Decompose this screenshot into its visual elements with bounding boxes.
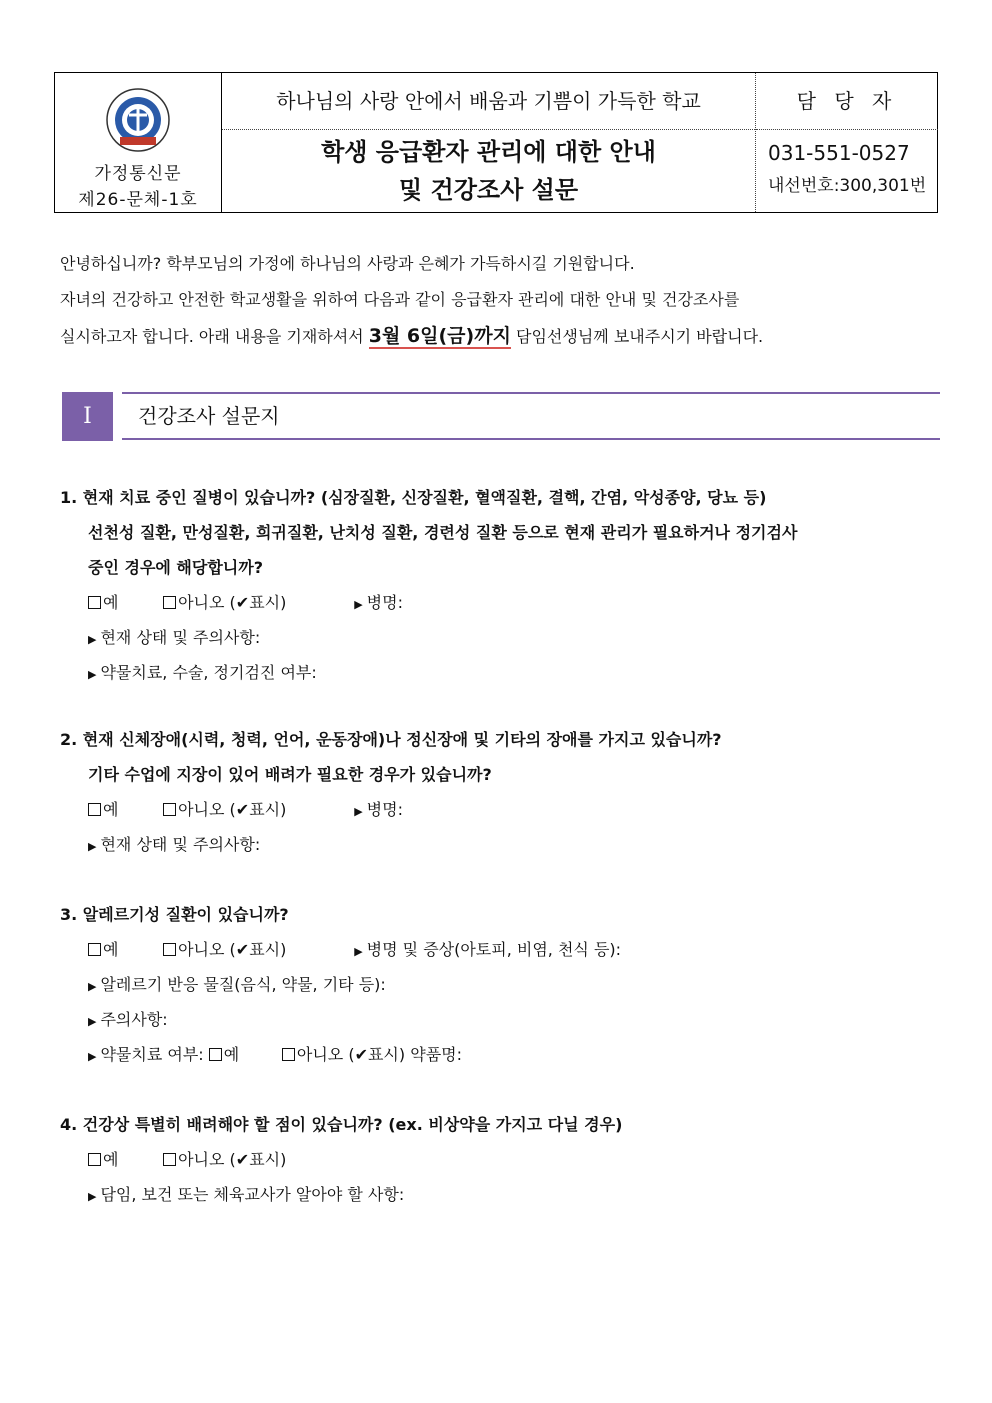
section-number: I: [62, 392, 113, 441]
school-logo: [105, 87, 171, 153]
treatment-field[interactable]: ▶ 약물치료, 수술, 정기검진 여부:: [88, 663, 317, 682]
status-field[interactable]: ▶ 현재 상태 및 주의사항:: [88, 835, 261, 854]
triangle-bullet-icon: ▶: [354, 598, 363, 611]
question-text: 중인 경우에 해당합니까?: [88, 558, 263, 577]
checkbox-icon: [88, 803, 101, 816]
school-motto: 하나님의 사랑 안에서 배움과 기쁨이 가득한 학교: [222, 73, 755, 130]
answer-options: [60, 1142, 940, 1177]
contact-cell: [755, 73, 937, 212]
question-3: [60, 897, 940, 1072]
checkbox-icon: [88, 1153, 101, 1166]
question-text: 3. 알레르기성 질환이 있습니까?: [60, 905, 289, 924]
intro-line: 실시하고자 합니다. 아래 내용을 기재하셔서 3월 6일(금)까지 담임선생님께 보내주시기 바랍니다.: [60, 325, 764, 347]
triangle-bullet-icon: ▶: [88, 1190, 97, 1203]
disease-symptom-field[interactable]: ▶ 병명 및 증상(아토피, 비염, 천식 등):: [354, 940, 622, 959]
divider: [122, 438, 940, 440]
checkbox-icon: [163, 596, 176, 609]
triangle-bullet-icon: ▶: [354, 945, 363, 958]
intro-line: 자녀의 건강하고 안전한 학교생활을 위하여 다음과 같이 응급환자 관리에 대한 안내 및 건강조사를: [60, 290, 740, 309]
intro-paragraph: [60, 246, 932, 355]
checkbox-icon: [163, 1153, 176, 1166]
school-cell: [55, 73, 222, 212]
checkbox-icon: [88, 596, 101, 609]
triangle-bullet-icon: ▶: [88, 633, 97, 646]
medication-label: 약물치료 여부:: [100, 1045, 204, 1064]
disease-name-field[interactable]: ▶ 병명:: [354, 800, 403, 819]
triangle-bullet-icon: ▶: [88, 840, 97, 853]
newsletter-label: 가정통신문 제26-문체-1호: [55, 161, 221, 213]
medicine-name-field[interactable]: 약품명:: [410, 1045, 462, 1064]
contact-role: 담 당 자: [756, 73, 938, 130]
question-text: 1. 현재 치료 중인 질병이 있습니까? (심장질환, 신장질환, 혈액질환, 결핵, 간염, 악성종양, 당뇨 등): [60, 488, 767, 507]
checkbox-icon: [163, 803, 176, 816]
yes-checkbox[interactable]: 예: [209, 1037, 277, 1072]
yes-checkbox[interactable]: 예: [88, 585, 158, 620]
triangle-bullet-icon: ▶: [88, 980, 97, 993]
divider: [122, 392, 940, 394]
question-text: 2. 현재 신체장애(시력, 청력, 언어, 운동장애)나 정신장애 및 기타의 장애를 가지고 있습니까?: [60, 730, 722, 749]
checkbox-icon: [282, 1048, 295, 1061]
checkbox-icon: [88, 943, 101, 956]
section-title: 건강조사 설문지: [138, 404, 280, 428]
issue-number: 제26-문체-1호: [78, 190, 198, 210]
question-4: [60, 1107, 940, 1212]
checkbox-icon: [209, 1048, 222, 1061]
contact-extension: 내선번호:300,301번: [768, 176, 927, 196]
yes-checkbox[interactable]: 예: [88, 1142, 158, 1177]
section-heading: [62, 392, 940, 442]
question-text: 기타 수업에 지장이 있어 배려가 필요한 경우가 있습니까?: [88, 765, 492, 784]
question-text: 선천성 질환, 만성질환, 희귀질환, 난치성 질환, 경련성 질환 등으로 현재 관리가 필요하거나 정기검사: [88, 523, 798, 542]
contact-phone: 031-551-0527: [768, 141, 910, 165]
caution-field[interactable]: ▶ 주의사항:: [88, 1010, 168, 1029]
intro-line: 안녕하십니까? 학부모님의 가정에 하나님의 사랑과 은혜가 가득하시길 기원합니다.: [60, 254, 635, 273]
title-cell: [222, 73, 755, 212]
checkbox-icon: [163, 943, 176, 956]
header-table: [54, 72, 938, 213]
question-1: [60, 480, 940, 690]
no-checkbox[interactable]: 아니오 (✔표시): [282, 1037, 405, 1072]
document-title: 학생 응급환자 관리에 대한 안내 및 건강조사 설문: [321, 138, 656, 204]
teacher-note-field[interactable]: ▶ 담임, 보건 또는 체육교사가 알아야 할 사항:: [88, 1185, 405, 1204]
allergen-field[interactable]: ▶ 알레르기 반응 물질(음식, 약물, 기타 등):: [88, 975, 386, 994]
yes-checkbox[interactable]: 예: [88, 792, 158, 827]
question-2: [60, 722, 940, 862]
triangle-bullet-icon: ▶: [88, 1015, 97, 1028]
triangle-bullet-icon: ▶: [88, 668, 97, 681]
answer-options: [60, 585, 940, 620]
disease-name-field[interactable]: ▶ 병명:: [354, 593, 403, 612]
triangle-bullet-icon: ▶: [88, 1050, 97, 1063]
answer-options: [60, 932, 940, 967]
triangle-bullet-icon: ▶: [354, 805, 363, 818]
no-checkbox[interactable]: 아니오 (✔표시): [163, 1142, 286, 1177]
status-field[interactable]: ▶ 현재 상태 및 주의사항:: [88, 628, 261, 647]
no-checkbox[interactable]: 아니오 (✔표시): [163, 792, 349, 827]
medication-row: [60, 1037, 940, 1072]
deadline-date: 3월 6일(금)까지: [368, 325, 511, 347]
yes-checkbox[interactable]: 예: [88, 932, 158, 967]
answer-options: [60, 792, 940, 827]
no-checkbox[interactable]: 아니오 (✔표시): [163, 932, 349, 967]
question-text: 4. 건강상 특별히 배려해야 할 점이 있습니까? (ex. 비상약을 가지고 다닐 경우): [60, 1115, 623, 1134]
no-checkbox[interactable]: 아니오 (✔표시): [163, 585, 349, 620]
